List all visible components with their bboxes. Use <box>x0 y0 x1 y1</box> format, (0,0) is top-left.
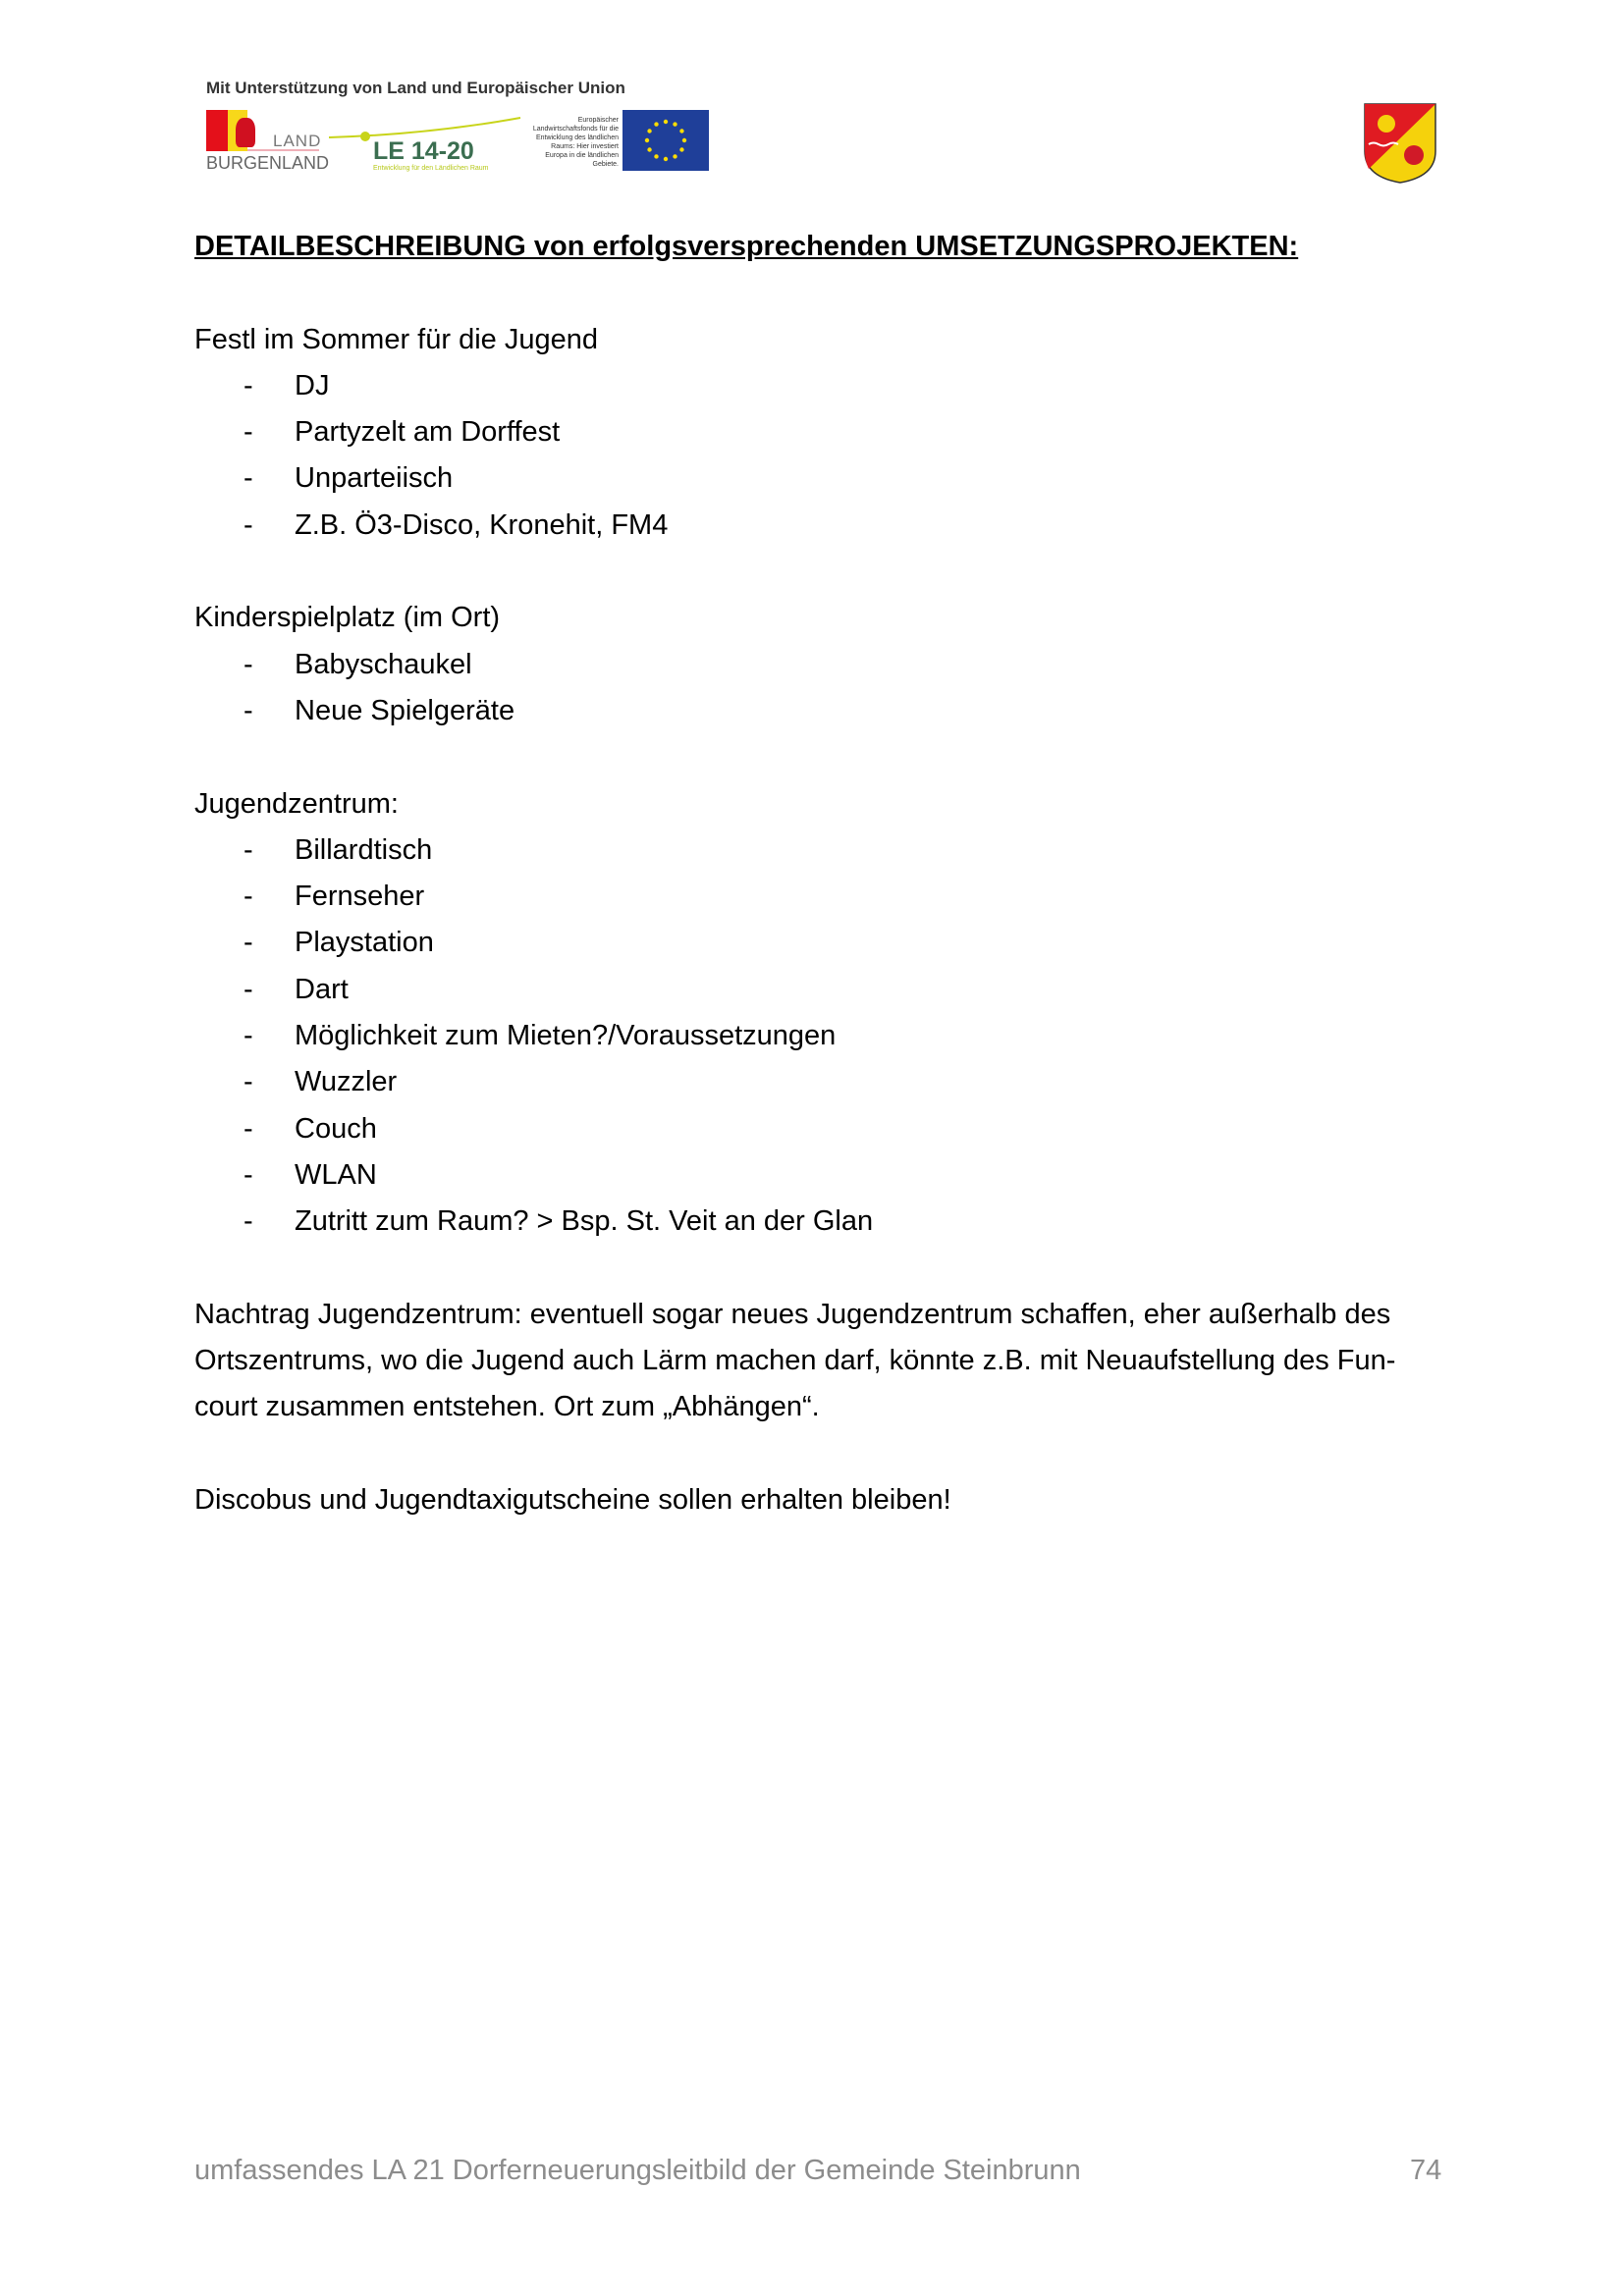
section-title: Kinderspielplatz (im Ort) <box>194 602 501 634</box>
eu-star <box>673 122 677 126</box>
eu-star <box>654 154 658 158</box>
list-item-text: Playstation <box>295 927 434 959</box>
eu-star <box>647 129 651 133</box>
support-text: Mit Unterstützung von Land und Europäischer Union <box>206 79 625 97</box>
list-item <box>194 1106 1441 1152</box>
list-item-text: Billardtisch <box>295 833 433 866</box>
footer-text: umfassendes LA 21 Dorferneuerungsleitbild der Gemeinde Steinbrunn <box>194 2155 1081 2186</box>
list-item <box>194 1059 1441 1105</box>
coat-of-arms-icon <box>1363 102 1437 185</box>
eu-star <box>647 147 651 151</box>
list-item <box>194 455 1441 502</box>
eu-star <box>664 157 668 161</box>
list-item <box>194 363 1441 409</box>
page-number: 74 <box>1410 2155 1442 2186</box>
list-item-text: Babyschaukel <box>295 648 472 680</box>
dash-bullet: - <box>244 1205 253 1238</box>
list-item-text: Möglichkeit zum Mieten?/Voraussetzungen <box>295 1020 837 1052</box>
eu-star <box>682 138 686 142</box>
dash-bullet: - <box>244 1020 253 1052</box>
list-item <box>194 1199 1441 1245</box>
paragraph-discobus: Discobus und Jugendtaxigutscheine sollen erhalten bleiben! <box>194 1484 951 1517</box>
list-item-text: WLAN <box>295 1158 377 1191</box>
list-item-text: Neue Spielgeräte <box>295 694 515 726</box>
logo-burgenland-text: BURGENLAND <box>206 153 330 173</box>
land-burgenland-logo <box>206 110 330 173</box>
list-item-text: DJ <box>295 369 330 401</box>
list-item <box>194 828 1441 874</box>
paragraph-nachtrag: Nachtrag Jugendzentrum: eventuell sogar neues Jugendzentrum schaffen, eher außerhalb des Ortszentrums, wo die Jugend auch Lärm machen darf, könnte z.B. mit Neuaufstellung des Fun-court zusammen entstehen. Ort zum „Abhängen“. <box>194 1298 1396 1423</box>
le-subtitle: Entwicklung für den Ländlichen Raum <box>373 165 489 172</box>
list-item <box>194 920 1441 966</box>
list-item <box>194 642 1441 688</box>
section-title: Jugendzentrum: <box>194 787 399 820</box>
dash-bullet: - <box>244 369 253 401</box>
list-item <box>194 1013 1441 1059</box>
list-item-text: Partyzelt am Dorffest <box>295 416 561 449</box>
le-14-20-logo <box>329 113 525 177</box>
list-item <box>194 1152 1441 1199</box>
dash-bullet: - <box>244 648 253 680</box>
list-item-text: Zutritt zum Raum? > Bsp. St. Veit an der Glan <box>295 1205 874 1238</box>
eu-fund-text: Europäischer Landwirtschaftsfonds für die Entwicklung des ländlichen Raums: Hier investiert Europa in die ländlichen Gebiete. <box>532 117 619 168</box>
list-item-text: Wuzzler <box>295 1066 398 1098</box>
list-item <box>194 503 1441 549</box>
eu-flag-icon <box>623 110 709 171</box>
list-item <box>194 967 1441 1013</box>
dash-bullet: - <box>244 462 253 495</box>
eu-star <box>664 120 668 124</box>
le-title: LE 14-20 <box>373 137 474 165</box>
page-heading: DETAILBESCHREIBUNG von erfolgsversprechenden UMSETZUNGSPROJEKTEN: <box>194 231 1299 262</box>
dash-bullet: - <box>244 508 253 541</box>
dash-bullet: - <box>244 927 253 959</box>
dash-bullet: - <box>244 973 253 1005</box>
eu-star <box>679 129 683 133</box>
dash-bullet: - <box>244 416 253 449</box>
eagle-icon <box>236 118 255 147</box>
list-item <box>194 409 1441 455</box>
dash-bullet: - <box>244 694 253 726</box>
list-item-text: Couch <box>295 1112 377 1145</box>
eu-star <box>679 147 683 151</box>
list-item-text: Fernseher <box>295 881 425 913</box>
dash-bullet: - <box>244 833 253 866</box>
list-item-text: Unparteiisch <box>295 462 454 495</box>
list-item-text: Dart <box>295 973 349 1005</box>
dash-bullet: - <box>244 1158 253 1191</box>
logo-land-text: LAND <box>273 132 322 150</box>
dash-bullet: - <box>244 1066 253 1098</box>
list-item <box>194 688 1441 734</box>
section-title: Festl im Sommer für die Jugend <box>194 323 598 355</box>
document-body <box>194 224 1441 1523</box>
eu-star <box>673 154 677 158</box>
eu-star <box>654 122 658 126</box>
dash-bullet: - <box>244 1112 253 1145</box>
list-item-text: Z.B. Ö3-Disco, Kronehit, FM4 <box>295 508 669 541</box>
eu-star <box>645 138 649 142</box>
dash-bullet: - <box>244 881 253 913</box>
list-item <box>194 874 1441 920</box>
